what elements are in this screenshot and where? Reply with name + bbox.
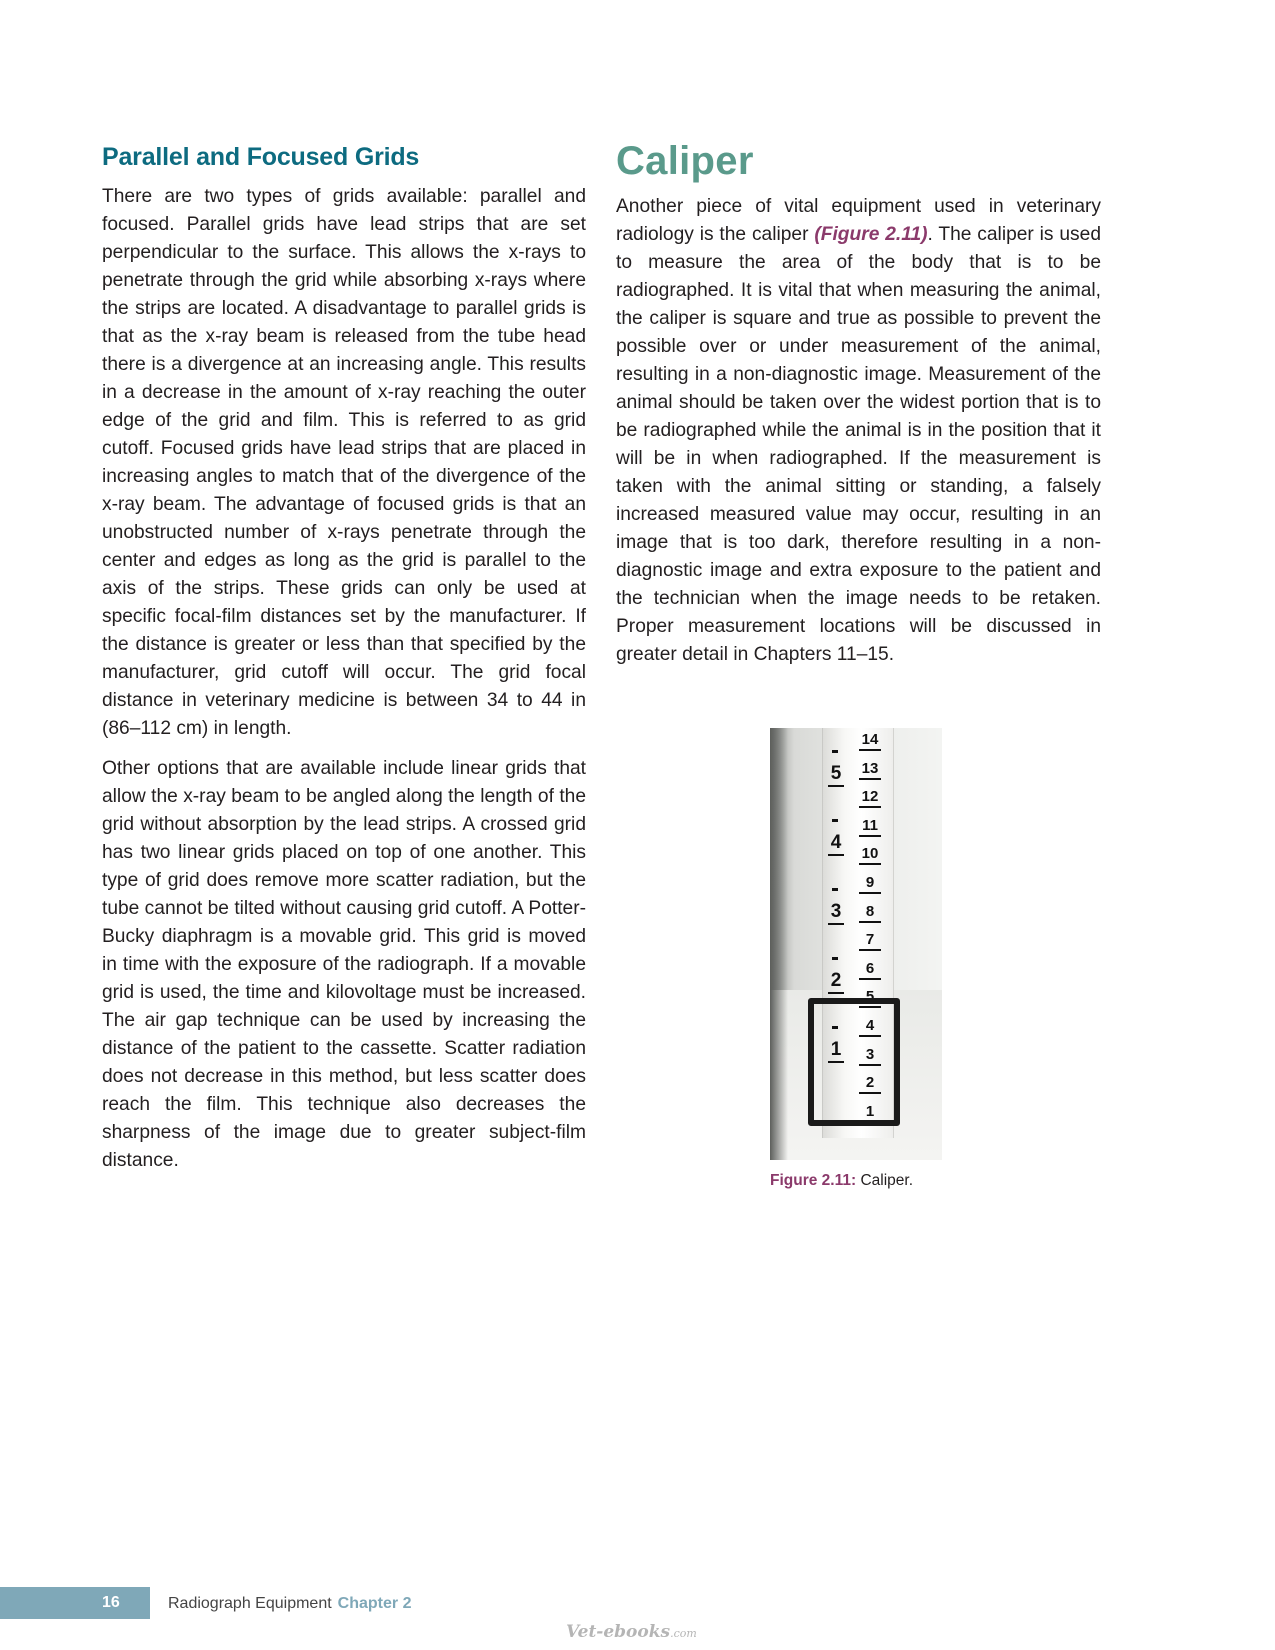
ruler-cm-mark: 10 bbox=[858, 846, 882, 862]
paragraph-grids-options: Other options that are available include linear grids that allow the x-ray beam to be angled along the length of the grid without absorption by the lead strips. A crossed grid has two linear grids placed on top of one another. This type of grid does remove more scatter radiation, but the tube cannot be tilted without causing grid cutoff. A Potter-Bucky diaphragm is a movable grid. This grid is moved in time with the exposure of the radiograph. If a movable grid is used, the time and kilovoltage must be increased. The air gap technique can be used by increasing the distance of the patient to the cassette. Scatter radiation does not decrease in this method, but less scatter does reach the film. This technique also decreases the sharpness of the image due to greater subject-film distance. bbox=[102, 758, 586, 1171]
footer-chapter: Chapter 2 bbox=[337, 1595, 412, 1612]
ruler-cm-mark: 8 bbox=[858, 904, 882, 920]
page-number: 16 bbox=[102, 1594, 120, 1611]
running-footer bbox=[168, 1594, 411, 1614]
ruler-cm-mark: 14 bbox=[858, 732, 882, 748]
paragraph-caliper bbox=[616, 193, 1101, 669]
footer-bar bbox=[0, 1587, 150, 1619]
figure-caption-label: Figure 2.11: bbox=[770, 1172, 857, 1189]
ruler-cm-mark: 6 bbox=[858, 961, 882, 977]
watermark-logo bbox=[566, 1622, 697, 1642]
ruler-cm-mark: 12 bbox=[858, 789, 882, 805]
figure-caption-text: Caliper. bbox=[856, 1172, 914, 1189]
ruler-cm-mark: 13 bbox=[858, 761, 882, 777]
watermark-suffix: .com bbox=[670, 1627, 697, 1640]
ruler-cm-mark: 2 bbox=[858, 1075, 882, 1091]
ruler-inch-mark: 4 bbox=[826, 833, 846, 853]
ruler-inch-mark: 2 bbox=[826, 971, 846, 991]
paragraph-grids-types: There are two types of grids available: parallel and focused. Parallel grids have lead strips that are set perpendicular to the surface. This allows the x-rays to penetrate through the grid while absorbing x-rays where the strips are located. A disadvantage to parallel grids is that as the x-ray beam is released from the tube head there is a divergence at an increasing angle. This results in a decrease in the amount of x-ray reaching the outer edge of the grid and film. This is referred to as grid cutoff. Focused grids have lead strips that are placed in increasing angles to match that of the divergence of the x-ray beam. The advantage of focused grids is that an unobstructed number of x-rays penetrate through the center and edges as long as the grid is parallel to the axis of the strips. These grids can only be used at specific focal-film distances set by the manufacturer. If the distance is greater or less than that specified by the manufacturer, grid cutoff will occur. The grid focal distance in veterinary medicine is between 34 to 44 in (86–112 cm) in length. bbox=[102, 186, 586, 739]
ruler-inch-mark: 1 bbox=[826, 1040, 846, 1060]
ruler-half-tick bbox=[832, 957, 838, 960]
ruler-cm-mark: 4 bbox=[858, 1018, 882, 1034]
ruler-half-tick bbox=[832, 750, 838, 753]
ruler-cm-mark: 5 bbox=[858, 989, 882, 1005]
footer-title: Radiograph Equipment bbox=[168, 1595, 332, 1612]
ruler-cm-mark: 1 bbox=[858, 1104, 882, 1120]
photo-shadow bbox=[770, 728, 788, 1160]
ruler-half-tick bbox=[832, 819, 838, 822]
ruler-cm-mark: 9 bbox=[858, 875, 882, 891]
watermark-text: Vet-ebooks bbox=[566, 1622, 671, 1642]
section-heading-caliper: Caliper bbox=[616, 139, 754, 183]
paragraph-caliper-start: Another piece of vital equipment used in veterinary radiology is the caliper bbox=[616, 196, 1101, 245]
left-column bbox=[102, 140, 586, 1187]
ruler-inch-mark: 5 bbox=[826, 764, 846, 784]
ruler-half-tick bbox=[832, 888, 838, 891]
figure-caliper bbox=[770, 728, 942, 1190]
caliper-slider bbox=[808, 998, 900, 1126]
paragraph-caliper-rest: . The caliper is used to measure the area of the body that is to be radiographed. It is vital that when measuring the animal, the caliper is square and true as possible to prevent the possible over or under measurement of the animal, resulting in a non-diagnostic image. Measurement of the animal should be taken over the widest portion that is to be radiographed while the animal is in the position that it will be in when radiographed. If the measurement is taken with the animal sitting or standing, a falsely increased measured value may occur, resulting in an image that is too dark, therefore resulting in a non-diagnostic image and extra exposure to the patient and the technician when the image needs to be retaken. Proper measurement locations will be discussed in greater detail in Chapters 11–15. bbox=[616, 224, 1101, 665]
figure-caption bbox=[770, 1172, 942, 1190]
ruler-cm-mark: 7 bbox=[858, 932, 882, 948]
ruler-inch-mark: 3 bbox=[826, 902, 846, 922]
section-heading-grids: Parallel and Focused Grids bbox=[102, 143, 420, 171]
caliper-photo bbox=[770, 728, 942, 1160]
ruler-cm-mark: 11 bbox=[858, 818, 882, 834]
figure-reference-link[interactable]: (Figure 2.11) bbox=[814, 224, 928, 245]
right-column bbox=[616, 140, 1101, 681]
ruler-cm-mark: 3 bbox=[858, 1047, 882, 1063]
